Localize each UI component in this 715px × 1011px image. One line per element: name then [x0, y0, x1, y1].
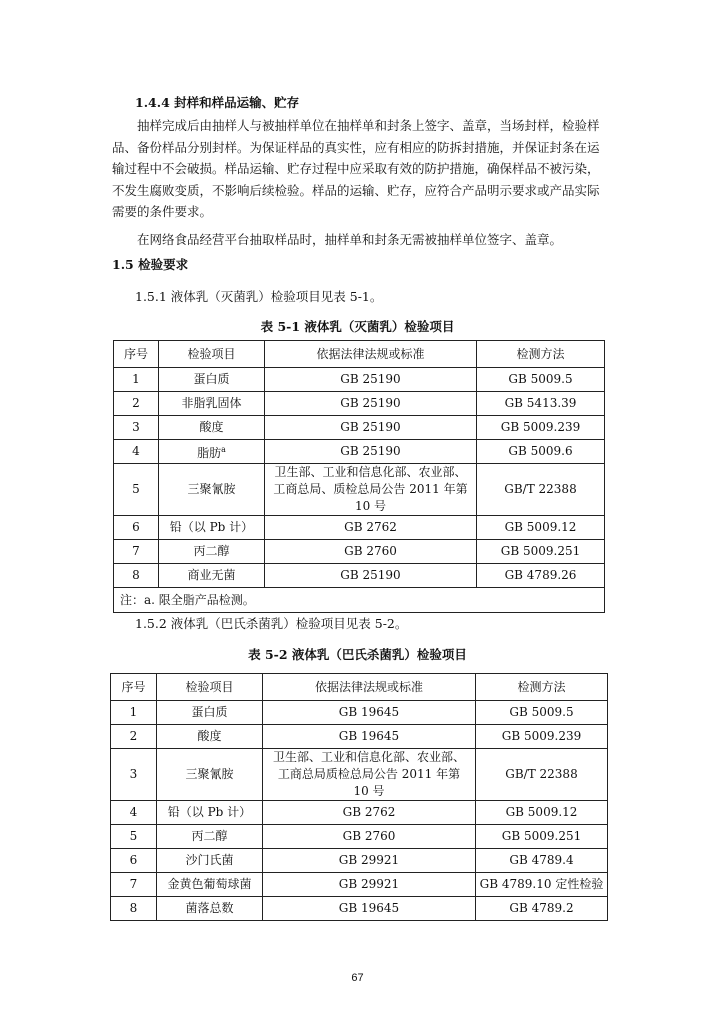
- cell: 金黄色葡萄球菌: [157, 873, 263, 897]
- subsection-text: 1.5.2 液体乳（巴氏杀菌乳）检验项目见表 5-2。: [135, 616, 408, 631]
- cell: GB 25190: [265, 416, 477, 440]
- header-standard: 依据法律法规或标准: [263, 674, 476, 701]
- cell: 2: [111, 725, 157, 749]
- cell: GB 5009.12: [477, 516, 605, 540]
- cell: 1: [111, 701, 157, 725]
- cell: 沙门氏菌: [157, 849, 263, 873]
- table-row: [114, 392, 605, 416]
- cell: GB 25190: [265, 440, 477, 464]
- subsection-text: 1.5.1 液体乳（灭菌乳）检验项目见表 5-1。: [135, 289, 383, 304]
- cell: GB 25190: [265, 368, 477, 392]
- cell: 丙二醇: [159, 540, 265, 564]
- inspection-table-pasteurized: [110, 673, 608, 921]
- table-row: [111, 825, 608, 849]
- table-row: [114, 416, 605, 440]
- cell: 3: [111, 749, 157, 801]
- table-header-row: [114, 341, 605, 368]
- cell: 2: [114, 392, 159, 416]
- cell: 卫生部、工业和信息化部、农业部、工商总局质检总局公告 2011 年第 10 号: [263, 749, 476, 801]
- cell: 5: [114, 464, 159, 516]
- section-heading-1-5: 1.5 检验要求: [112, 257, 189, 272]
- cell: 1: [114, 368, 159, 392]
- cell: 卫生部、工业和信息化部、农业部、工商总局、质检总局公告 2011 年第 10 号: [265, 464, 477, 516]
- cell: GB 2760: [265, 540, 477, 564]
- section-heading-1-4-4: 1.4.4 封样和样品运输、贮存: [135, 95, 300, 110]
- cell: 4: [111, 801, 157, 825]
- cell: 三聚氰胺: [157, 749, 263, 801]
- table-row: [114, 516, 605, 540]
- cell: GB 5009.5: [477, 368, 605, 392]
- cell: GB 25190: [265, 564, 477, 588]
- cell: GB 25190: [265, 392, 477, 416]
- cell: GB 4789.2: [476, 897, 608, 921]
- table-row: [111, 873, 608, 897]
- cell: GB 5009.251: [477, 540, 605, 564]
- table-row: [111, 749, 608, 801]
- cell: GB 19645: [263, 701, 476, 725]
- table-note: 注：a. 限全脂产品检测。: [114, 588, 605, 613]
- cell: GB 4789.10 定性检验: [476, 873, 608, 897]
- cell: 6: [114, 516, 159, 540]
- cell: GB 4789.4: [476, 849, 608, 873]
- table-row: [111, 701, 608, 725]
- page-number: 67: [351, 972, 364, 984]
- header-standard: 依据法律法规或标准: [265, 341, 477, 368]
- header-index: 序号: [111, 674, 157, 701]
- table-row: [111, 849, 608, 873]
- header-method: 检测方法: [476, 674, 608, 701]
- cell: GB 5009.251: [476, 825, 608, 849]
- cell-fat: [159, 440, 265, 464]
- cell: 丙二醇: [157, 825, 263, 849]
- cell: GB 5009.6: [477, 440, 605, 464]
- cell: GB 2760: [263, 825, 476, 849]
- cell: 蛋白质: [159, 368, 265, 392]
- table-row: [111, 801, 608, 825]
- cell: 4: [114, 440, 159, 464]
- cell: 商业无菌: [159, 564, 265, 588]
- cell: 蛋白质: [157, 701, 263, 725]
- cell: GB 2762: [265, 516, 477, 540]
- cell: 3: [114, 416, 159, 440]
- footnote-marker: a: [221, 445, 226, 454]
- cell: 7: [114, 540, 159, 564]
- cell: GB/T 22388: [477, 464, 605, 516]
- table-row: [114, 368, 605, 392]
- cell: GB/T 22388: [476, 749, 608, 801]
- table-row: [114, 564, 605, 588]
- cell: GB 5009.239: [477, 416, 605, 440]
- cell: GB 19645: [263, 725, 476, 749]
- table-row: [114, 540, 605, 564]
- cell: GB 2762: [263, 801, 476, 825]
- table-row: [114, 440, 605, 464]
- inspection-table-sterilized: [113, 340, 605, 613]
- cell: GB 5009.239: [476, 725, 608, 749]
- cell: GB 5009.12: [476, 801, 608, 825]
- header-item: 检验项目: [159, 341, 265, 368]
- cell: GB 4789.26: [477, 564, 605, 588]
- cell: 酸度: [159, 416, 265, 440]
- cell: GB 5009.5: [476, 701, 608, 725]
- table-row: [111, 897, 608, 921]
- header-method: 检测方法: [477, 341, 605, 368]
- cell: 8: [111, 897, 157, 921]
- cell: 菌落总数: [157, 897, 263, 921]
- section-body: [112, 115, 600, 251]
- cell: 5: [111, 825, 157, 849]
- cell: 非脂乳固体: [159, 392, 265, 416]
- cell: 8: [114, 564, 159, 588]
- table-caption: 表 5-2 液体乳（巴氏杀菌乳）检验项目: [248, 647, 467, 662]
- cell: GB 5413.39: [477, 392, 605, 416]
- paragraph: 在网络食品经营平台抽取样品时，抽样单和封条无需被抽样单位签字、盖章。: [137, 231, 563, 247]
- cell: GB 19645: [263, 897, 476, 921]
- cell: 6: [111, 849, 157, 873]
- paragraph: 抽样完成后由抽样人与被抽样单位在抽样单和封条上签字、盖章，当场封样，检验样品、备份样品分别封样。为保证样品的真实性，应有相应的防拆封措施，并保证封条在运输过程中不会破损。样品运输、贮存过程中应采取有效的防护措施，确保样品不被污染，不发生腐败变质，不影响后续检验。样品的运输、贮存，应符合产品明示要求或产品实际需要的条件要求。: [112, 118, 600, 220]
- cell: 酸度: [157, 725, 263, 749]
- cell: GB 29921: [263, 849, 476, 873]
- cell: GB 29921: [263, 873, 476, 897]
- table-row: [114, 464, 605, 516]
- table-header-row: [111, 674, 608, 701]
- cell: 铅（以 Pb 计）: [157, 801, 263, 825]
- table-note-row: [114, 588, 605, 613]
- header-index: 序号: [114, 341, 159, 368]
- cell: 三聚氰胺: [159, 464, 265, 516]
- table-caption: 表 5-1 液体乳（灭菌乳）检验项目: [260, 319, 455, 334]
- cell: 铅（以 Pb 计）: [159, 516, 265, 540]
- header-item: 检验项目: [157, 674, 263, 701]
- cell: 7: [111, 873, 157, 897]
- table-row: [111, 725, 608, 749]
- fat-label: 脂肪: [197, 446, 222, 460]
